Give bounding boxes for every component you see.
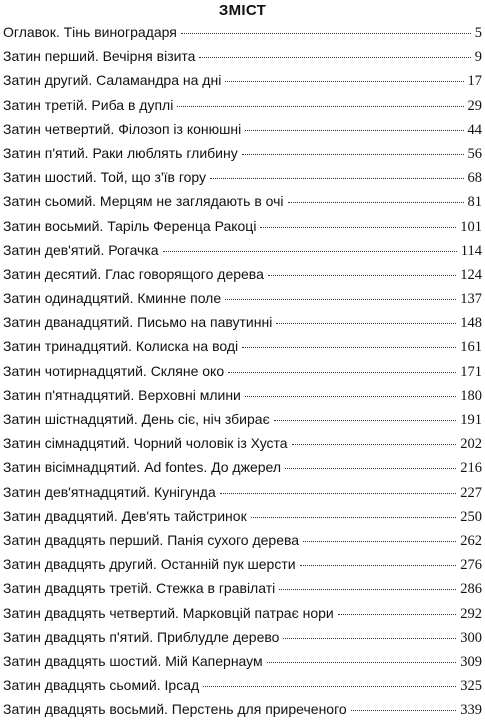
dot-leader [242,140,464,155]
dot-leader [279,575,456,590]
toc-entry-title: Затин восьмий. Таріль Ференца Ракоці [3,217,257,234]
dot-leader [251,503,457,518]
dot-leader [338,600,457,615]
toc-entry [3,480,482,504]
toc-entry-page-number: 5 [474,25,482,41]
page-title: ЗМІСТ [218,2,267,19]
toc-entry-title: Затин четвертий. Філозоп із конюшні [3,120,242,137]
toc-entry-page-number: 9 [474,49,482,66]
toc-entry [3,625,482,649]
toc-entry-page-number: 250 [460,508,482,525]
dot-leader [220,479,456,494]
dot-leader [228,358,456,373]
toc-entry-page-number: 339 [460,702,482,719]
dot-leader [199,43,470,58]
toc-entry-page-number: 161 [460,339,482,356]
toc-entry [3,552,482,576]
dot-leader [177,92,463,107]
dot-leader [285,454,456,469]
dot-leader [181,19,471,34]
toc-entry-title: Затин десятий. Глас говорящого дерева [3,265,264,282]
toc-entry [3,383,482,407]
dot-leader [242,333,456,348]
toc-entry-title: Затин дев'ятнадцятий. Кунігунда [3,483,216,500]
toc-entry [3,93,482,117]
toc-entry [3,359,482,383]
toc-entry-title: Затин вісімнадцятий. Ad fontes. До джерел [3,459,282,476]
dot-leader [267,648,457,663]
toc-entry-page-number: 286 [460,581,482,598]
toc-entry [3,601,482,625]
toc-entry [3,407,482,431]
toc-entry [3,117,482,141]
dot-leader [283,624,456,639]
toc-entry [3,189,482,213]
toc-entry-page-number: 191 [460,412,482,428]
dot-leader [260,213,456,228]
toc-entry [3,697,482,721]
toc-entry-page-number: 262 [460,532,482,549]
dot-leader [351,696,457,711]
toc-entry-title: Затин тринадцятий. Колиска на воді [3,338,239,355]
toc-entry-page-number: 171 [460,363,482,380]
toc-entry-page-number: 148 [460,315,482,332]
toc-entry-title: Затин п'ятнадцятий. Верховні млини [3,386,241,403]
toc-entry-title: Затин двадцять п'ятий. Приблудле дерево [3,628,280,645]
dot-leader [276,309,456,324]
dot-leader [163,237,457,252]
dot-leader [203,672,456,687]
toc-entry-page-number: 300 [460,629,482,646]
dot-leader [210,164,463,179]
dot-leader [274,406,457,421]
toc-entry-page-number: 68 [467,170,482,187]
toc-entry-title: Затин двадцять четвертий. Марковцій патрає нори [3,604,334,621]
toc-entry [3,286,482,310]
dot-leader [245,382,456,397]
toc-entry [3,44,482,68]
toc-entry [3,504,482,528]
dot-leader [225,67,463,82]
table-of-contents [3,20,482,721]
dot-leader [303,527,456,542]
toc-entry-page-number: 309 [460,653,482,670]
toc-entry-page-number: 180 [460,387,482,404]
toc-entry-title: Затин двадцять третій. Стежка в гравілаті [3,580,276,597]
toc-entry-title: Затин двадцятий. Дев'ять тайстринок [3,507,247,524]
toc-entry-title: Затин шостий. Той, що з'їв гору [3,169,207,186]
toc-entry [3,334,482,358]
toc-entry-title: Затин дев'ятий. Рогачка [3,241,159,258]
toc-entry-page-number: 56 [467,145,482,162]
toc-entry-title: Затин двадцять сьомий. Ірсад [3,677,200,694]
toc-entry-page-number: 216 [460,460,482,477]
toc-entry-title: Затин двадцять восьмий. Перстень для приреченого [3,701,347,718]
toc-entry-page-number: 44 [467,121,482,138]
dot-leader [292,430,457,445]
toc-entry-title: Затин двадцять шостий. Мій Капернаум [3,652,263,669]
toc-entry-page-number: 325 [460,678,482,695]
toc-entry-page-number: 124 [460,266,482,283]
toc-entry-page-number: 202 [460,436,482,453]
toc-entry-title: Оглавок. Тінь виноградаря [3,24,177,40]
toc-entry-page-number: 17 [467,73,482,90]
toc-entry [3,262,482,286]
toc-entry [3,576,482,600]
toc-entry-page-number: 227 [460,484,482,501]
toc-entry-title: Затин чотирнадцятий. Скляне око [3,362,225,379]
toc-entry [3,165,482,189]
toc-entry-page-number: 81 [467,194,482,211]
toc-entry-page-number: 29 [467,97,482,114]
toc-entry [3,141,482,165]
toc-entry-title: Затин п'ятий. Раки люблять глибину [3,144,238,161]
toc-entry-title: Затин дванадцятий. Письмо на павутинні [3,314,273,331]
toc-entry [3,673,482,697]
toc-entry [3,68,482,92]
toc-entry-title: Затин третій. Риба в дуплі [3,96,174,113]
toc-entry-page-number: 101 [460,218,482,235]
toc-entry [3,528,482,552]
toc-entry-page-number: 114 [460,242,482,259]
toc-entry [3,214,482,238]
toc-entry [3,455,482,479]
dot-leader [245,116,463,131]
toc-entry-page-number: 276 [460,557,482,574]
toc-entry-page-number: 137 [460,291,482,308]
dot-leader [225,285,456,300]
toc-entry-title: Затин одинадцятий. Кминне поле [3,290,222,307]
toc-entry-title: Затин сьомий. Мерцям не заглядають в очі [3,193,284,210]
toc-entry [3,238,482,262]
toc-entry-page-number: 292 [460,605,482,622]
toc-entry [3,310,482,334]
dot-leader [300,551,457,566]
toc-entry-title: Затин двадцять другий. Останній пук шерсти [3,556,296,573]
toc-entry-title: Затин шістнадцятий. День сіє, ніч збирає [3,411,270,427]
toc-entry [3,431,482,455]
toc-entry [3,649,482,673]
toc-entry-title: Затин сімнадцятий. Чорний чоловік із Хуста [3,435,288,452]
dot-leader [288,188,464,203]
toc-entry-title: Затин другий. Саламандра на дні [3,72,222,89]
toc-entry [3,20,482,44]
dot-leader [268,261,456,276]
toc-entry-title: Затин перший. Вечірня візита [3,48,196,65]
toc-entry-title: Затин двадцять перший. Панія сухого дерева [3,531,300,548]
